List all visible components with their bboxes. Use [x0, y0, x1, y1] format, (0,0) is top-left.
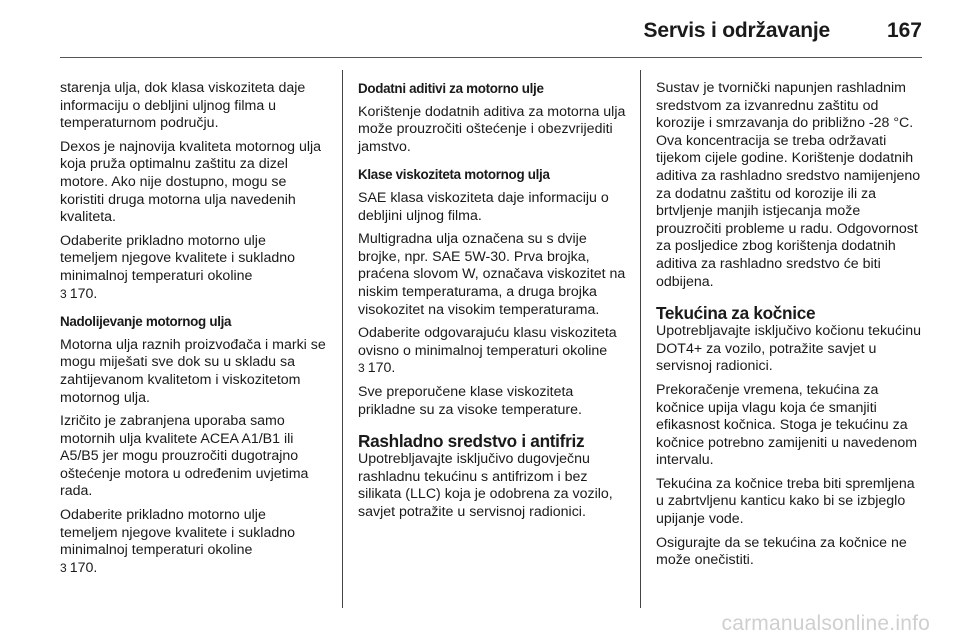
- page-reference[interactable]: [60, 560, 326, 578]
- paragraph: Dexos je najnovija kvaliteta motornog ulja koja pruža optimalnu zaštitu za dizel motore. Ako nije dostupno, mogu se koristiti druga motorna ulja navedenih kvaliteta.: [60, 138, 322, 226]
- paragraph: Motorna ulja raznih proizvođača i marki se mogu miješati sve dok su u skladu sa zahtijevanom kvalitetom i viskozitetom motornog ulja.: [60, 336, 326, 406]
- page-reference[interactable]: [60, 286, 326, 304]
- paragraph: Upotrebljavajte isključivo kočionu tekućinu DOT4+ za vozilo, potražite savjet u servisnoj radionici.: [656, 323, 921, 375]
- reference-page: 170.: [69, 285, 98, 302]
- reference-page: 170.: [69, 559, 98, 576]
- page-reference[interactable]: [358, 360, 395, 376]
- subheading-topping-up: Nadolijevanje motornog ulja: [60, 314, 232, 330]
- column-divider-1: [342, 70, 343, 608]
- paragraph: starenja ulja, dok klasa viskoziteta daje informaciju o debljini uljnog filma u temperaturnom području.: [60, 80, 306, 132]
- paragraph: Osigurajte da se tekućina za kočnice ne može onečistiti.: [656, 534, 907, 569]
- paragraph-text: Odaberite odgovarajuću klasu viskoziteta ovisno o minimalnoj temperaturi okoline: [358, 325, 617, 359]
- paragraph: Korištenje dodatnih aditiva za motorna ulja može prouzročiti oštećenje i obezvrijediti jamstvo.: [358, 103, 626, 155]
- column-left: [60, 80, 326, 583]
- paragraph: Multigradna ulja označena su s dvije brojke, npr. SAE 5W-30. Prva brojka, praćena slovom W, označava viskozitet na niskim temperaturama, a druga brojka visokozitet na visokim temperaturama.: [358, 231, 626, 318]
- subheading-viscosity: Klase viskoziteta motornog ulja: [358, 167, 550, 183]
- heading-coolant: Rashladno sredstvo i antifriz: [358, 431, 585, 452]
- arrow-ref-icon: 3: [60, 286, 67, 301]
- column-divider-2: [640, 70, 641, 608]
- paragraph: Odaberite prikladno motorno ulje temeljem njegove kvalitete i sukladno minimalnoj temperaturi okoline: [60, 232, 296, 284]
- arrow-ref-icon: 3: [358, 361, 365, 376]
- reference-page: 170.: [367, 360, 396, 377]
- page-number: 167: [886, 19, 922, 42]
- paragraph: Izričito je zabranjena uporaba samo motornih ulja kvalitete ACEA A1/B1 ili A5/B5 jer mogu prouzročiti dugotrajno oštećenje motora u određenim uvjetima rada.: [60, 413, 309, 500]
- column-right: [656, 80, 924, 576]
- arrow-ref-icon: 3: [60, 560, 67, 575]
- paragraph: Sustav je tvornički napunjen rashladnim sredstvom za izvanrednu zaštitu od korozije i smrzavanja do približno -28 °C. Ova koncentracija se treba održavati tijekom cijele godine. Korištenje dodatnih aditiva za rashladno sredstvo namijenjeno za dodatnu zaštitu od korozije ili za brtvljenje manjih istjecanja može prouzročiti probleme u radu. Odgovornost za posljedice zbog korištenja dodatnih aditiva za rashladno sredstvo će biti odbijena.: [656, 80, 921, 290]
- header-divider: [60, 57, 922, 58]
- paragraph: [358, 325, 626, 378]
- subheading-additives: Dodatni aditivi za motorno ulje: [358, 81, 544, 96]
- paragraph: Sve preporučene klase viskoziteta prikladne su za visoke temperature.: [358, 383, 582, 418]
- paragraph: Prekoračenje vremena, tekućina za kočnice upija vlagu koja će smanjiti efikasnost kočnica. Stoga je tekućinu za kočnice potrebno zamijeniti u navedenom intervalu.: [656, 381, 918, 469]
- section-title: Servis i održavanje: [643, 19, 830, 42]
- paragraph: SAE klasa viskoziteta daje informaciju o debljini uljnog filma.: [358, 189, 609, 224]
- heading-brake-fluid: Tekućina za kočnice: [656, 303, 816, 324]
- paragraph: Upotrebljavajte isključivo dugovječnu rashladnu tekućinu s antifrizom i bez silikata (LLC) koja je odobrena za vozilo, savjet potražite u servisnoj radionici.: [358, 451, 613, 520]
- paragraph: Odaberite prikladno motorno ulje temeljem njegove kvalitete i sukladno minimalnoj temperaturi okoline: [60, 507, 296, 559]
- column-middle: [358, 80, 626, 527]
- watermark: carmanualsonline.info: [721, 612, 930, 635]
- paragraph: Tekućina za kočnice treba biti spremljena u zabrtvljenu kanticu kako bi se izbjeglo upijanje vode.: [656, 475, 915, 528]
